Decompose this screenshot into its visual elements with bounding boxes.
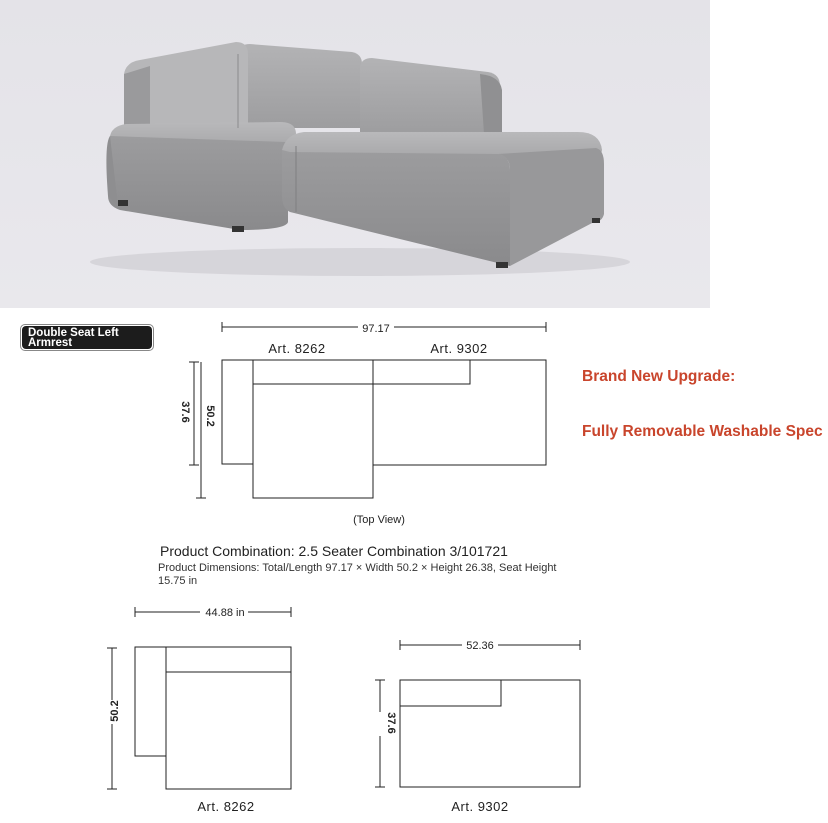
right-module-label: Art. 9302 <box>451 799 509 814</box>
product-combination: Product Combination: 2.5 Seater Combination 3/101721 <box>160 543 508 559</box>
product-dimensions: Product Dimensions: Total/Length 97.17 × Width 50.2 × Height 26.38, Seat Height 15.75 in <box>158 562 557 587</box>
depth-total-label: 50.2 <box>204 405 216 427</box>
left-module-depth-label: 50.2 <box>109 700 121 722</box>
right-module-width-label: 52.36 <box>466 640 494 652</box>
promo-line-1: Brand New Upgrade: <box>582 368 736 385</box>
top-view-right-label: Art. 9302 <box>430 341 488 356</box>
left-module-label: Art. 8262 <box>197 799 255 814</box>
top-view-armrest <box>222 360 253 464</box>
left-module-width-label: 44.88 in <box>205 607 245 619</box>
left-module-armrest <box>135 647 166 756</box>
right-module-seat <box>400 680 580 787</box>
top-view-right-module <box>373 360 546 465</box>
left-module-seat <box>166 647 291 789</box>
top-view-left-label: Art. 8262 <box>268 341 326 356</box>
total-length-label: 97.17 <box>362 323 390 335</box>
right-module-depth-label: 37.6 <box>385 712 397 734</box>
top-view-caption: (Top View) <box>353 514 405 526</box>
promo-line-2: Fully Removable Washable Spec <box>582 423 823 440</box>
top-view-left-module <box>253 360 373 498</box>
configuration-badge: Double Seat Left Armrest <box>22 326 152 349</box>
depth-left-label: 37.6 <box>179 401 191 423</box>
